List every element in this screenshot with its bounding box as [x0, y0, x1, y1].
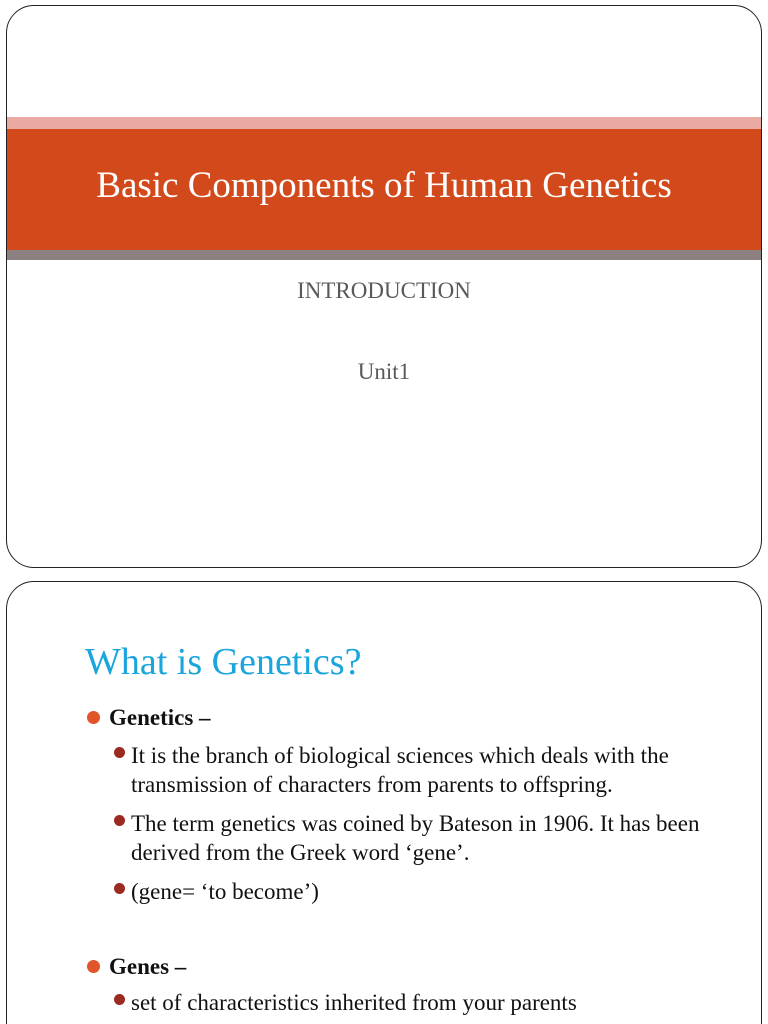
bullet-dot-icon: [87, 711, 100, 724]
title-slide: [6, 5, 762, 568]
bullet-genetics: [87, 705, 211, 731]
sub-bullet-dot-icon: [114, 747, 125, 758]
slide-heading: What is Genetics?: [85, 641, 362, 683]
sub-bullet-text: The term genetics was coined by Bateson in 1906. It has been derived from the Greek word ‘gene’.: [131, 811, 700, 865]
sub-bullet: [114, 988, 741, 1017]
content-slide: [6, 581, 762, 1024]
sub-bullet-dot-icon: [114, 883, 125, 894]
bullet-dot-icon: [87, 960, 100, 973]
title-band-top-stripe: [7, 117, 761, 129]
sub-bullet: [114, 809, 741, 867]
bullet-label: Genetics –: [109, 705, 211, 730]
title-band-bottom-stripe: [7, 250, 761, 260]
sub-bullet-text: It is the branch of biological sciences which deals with the transmission of characters from parents to offspring.: [131, 743, 669, 797]
sub-bullet-dot-icon: [114, 994, 125, 1005]
sub-bullet-text: set of characteristics inherited from your parents: [131, 990, 577, 1015]
slide-title: Basic Components of Human Genetics: [96, 165, 672, 206]
sub-bullet-dot-icon: [114, 815, 125, 826]
title-band: [7, 129, 761, 250]
bullet-genes: [87, 954, 186, 980]
subtitle-unit: Unit1: [357, 359, 411, 384]
bullet-label: Genes –: [109, 954, 187, 979]
sub-bullet: [114, 741, 741, 799]
sub-bullet-text: (gene= ‘to become’): [131, 879, 319, 904]
sub-bullet: [114, 877, 741, 906]
subtitle-introduction: INTRODUCTION: [297, 278, 471, 303]
